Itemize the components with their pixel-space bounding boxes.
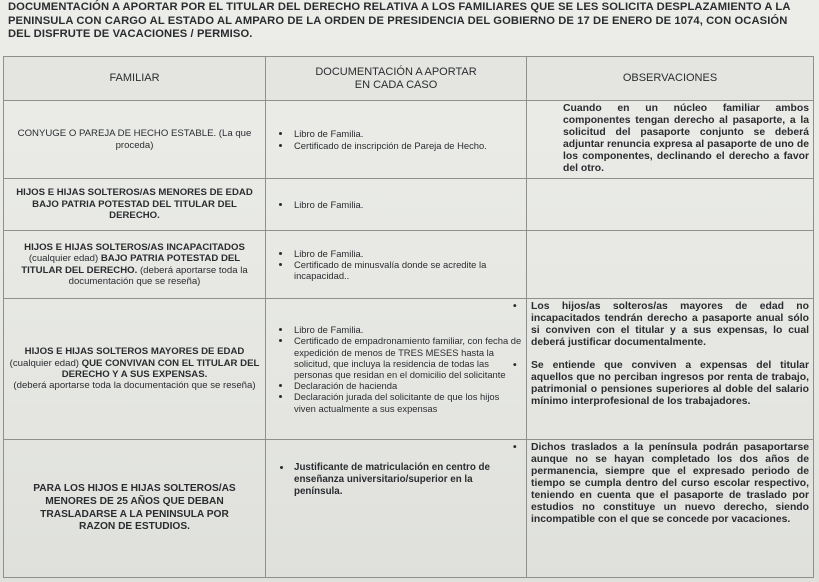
familiar-text: QUE CONVIVAN CON EL TITULAR DEL DERECHO Y A SUS EXPENSAS. <box>61 357 260 380</box>
list-item: • Libro de Familia. <box>292 324 522 335</box>
documentation-list <box>270 462 522 498</box>
observation-text: Cuando en un núcleo familiar ambos componentes tengan derecho al pasaporte, a la solicitud del pasaporte conjunto se deberá adjuntar renuncia expresa al pasaporte de uno de los componentes, declinando el derecho a favor del otro. <box>563 103 809 174</box>
observations-cell <box>527 179 814 231</box>
header-familiar: FAMILIAR <box>4 57 266 101</box>
observation-text: Los hijos/as solteros/as mayores de edad no incapacitados tendrán derecho a pasaporte anual sólo si conviven con el titular y a sus expensas, lo cual deberá justificar documentalmente. <box>531 301 809 348</box>
documentation-cell <box>266 231 527 299</box>
familiar-cell <box>4 440 266 578</box>
table-header-row <box>4 57 814 101</box>
familiar-note: (cualquier edad) <box>9 357 79 369</box>
list-item: • Declaración jurada del solicitante de que los hijos viven actualmente a sus expensas <box>292 391 522 413</box>
header-observaciones: OBSERVACIONES <box>527 57 814 101</box>
list-item: • Certificado de empadronamiento familiar, con fecha de expedición de menos de TRES MESES hasta la solicitud, que incluya la residencia de todas las personas que residan en el domicilio del solicitante <box>292 335 522 380</box>
observations-cell <box>513 440 814 578</box>
header-documentacion-line1: DOCUMENTACIÓN A APORTAR <box>315 65 477 78</box>
table-row <box>4 299 814 440</box>
intro-paragraph: DOCUMENTACIÓN A APORTAR POR EL TITULAR DEL DERECHO RELATIVA A LOS FAMILIARES QUE SE LES SOLICITA DESPLAZAMIENTO A LA PENINSULA CON CARGO AL ESTADO AL AMPARO DE LA ORDEN DE PRESIDENCIA DEL GOBIERNO DE 17 DE ENERO DE 1074, CON OCASIÓN DEL DISFRUTE DE VACACIONES / PERMISO. <box>8 1 791 40</box>
familiar-text: PARA LOS HIJOS E HIJAS SOLTEROS/AS MENORES DE 25 AÑOS QUE DEBAN TRASLADARSE A LA PENINSULA POR RAZON DE ESTUDIOS. <box>33 483 236 533</box>
familiar-text: HIJOS E HIJAS SOLTEROS MAYORES DE EDAD <box>24 346 245 358</box>
list-item <box>513 442 809 526</box>
familiar-note: (deberá aportarse toda la documentación que se reseña) <box>68 264 248 287</box>
observation-text: Se entiende que conviven a expensas del titular aquellos que no perciban ingresos por renta de trabajo, patrimonial o pensiones superiores al doble del salario mínimo interprofesional de los trabajadores. <box>531 360 809 407</box>
observations-cell <box>527 101 814 179</box>
list-item <box>513 301 809 349</box>
bullet-icon: • <box>513 301 517 312</box>
familiar-note: (cualquier edad) <box>28 253 99 265</box>
familiar-text: HIJOS E HIJAS SOLTEROS/AS MENORES DE EDAD BAJO PATRIA POTESTAD DEL TITULAR DEL DERECHO. <box>16 187 253 222</box>
familiar-text: CONYUGE O PAREJA DE HECHO ESTABLE. <box>17 128 217 140</box>
observations-cell <box>527 231 814 299</box>
table-row <box>4 440 814 578</box>
familiar-cell <box>4 299 266 440</box>
table-row <box>4 179 814 231</box>
documentation-list <box>270 248 522 282</box>
documentation-cell <box>266 179 527 231</box>
list-item: • Certificado de inscripción de Pareja de Hecho. <box>292 140 522 151</box>
list-item: • Libro de Familia. <box>292 199 522 210</box>
observations-cell <box>513 299 814 440</box>
list-item: • Declaración de hacienda <box>292 380 522 391</box>
bullet-icon: • <box>513 360 517 371</box>
list-item: • Libro de Familia. <box>292 248 522 259</box>
documentation-cell <box>266 299 527 440</box>
observation-list <box>513 442 809 526</box>
observation-list <box>513 301 809 408</box>
familiar-cell <box>4 101 266 179</box>
documentation-cell <box>266 101 527 179</box>
documentation-cell <box>266 440 527 578</box>
list-item <box>513 360 809 408</box>
documentation-list <box>270 324 522 414</box>
documentation-list <box>270 128 522 150</box>
familiar-text: HIJOS E HIJAS SOLTEROS/AS INCAPACITADOS <box>24 241 245 253</box>
table-row <box>4 101 814 179</box>
header-documentacion-line2: EN CADA CASO <box>354 78 438 91</box>
familiar-note: (deberá aportarse toda la documentación que se reseña) <box>13 380 256 392</box>
documentation-table <box>3 56 814 578</box>
list-item: • Certificado de minusvalía donde se acredite la incapacidad.. <box>292 259 522 281</box>
observation-text: Dichos traslados a la península podrán pasaportarse aunque no se hayan completado los dos años de permanencia, siempre que el expresado periodo de tiempo se cumpla dentro del curso escolar respectivo, teniendo en cuenta que el pasaporte de traslado por estudios no constituye un nuevo derecho, siendo incompatible con el que se concede por vacaciones. <box>531 442 809 525</box>
table-row <box>4 231 814 299</box>
list-item: • Justificante de matriculación en centro de enseñanza universitario/superior en la península. <box>292 462 522 498</box>
familiar-cell <box>4 231 266 299</box>
familiar-text: BAJO PATRIA POTESTAD DEL TITULAR DEL DERECHO. <box>21 253 241 276</box>
familiar-cell <box>4 179 266 231</box>
documentation-list <box>270 199 522 210</box>
list-item: • Libro de Familia. <box>292 128 522 139</box>
bullet-icon: • <box>513 442 517 453</box>
familiar-note: (La que proceda) <box>115 128 252 151</box>
header-documentacion <box>266 57 527 101</box>
